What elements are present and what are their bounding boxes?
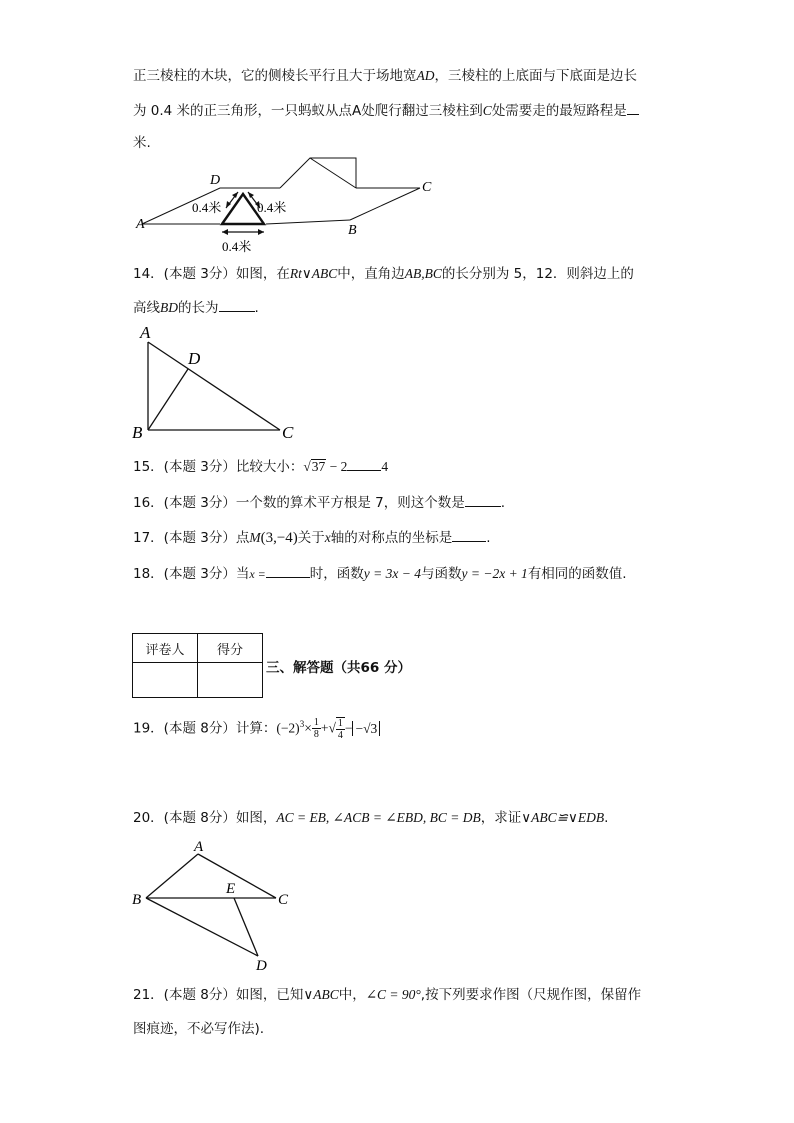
score-header: 得分 (198, 634, 263, 663)
right-triangle-figure (130, 322, 310, 446)
label-B: B (132, 892, 142, 908)
q13-line3: 米. (133, 135, 151, 151)
label-E: E (226, 881, 236, 897)
label-A: A (140, 323, 151, 342)
label-D: D (188, 349, 201, 368)
answer-blank (465, 493, 501, 507)
score-cell[interactable] (198, 663, 263, 698)
prism-figure (130, 150, 450, 260)
length-label-right: 0.4米 (257, 200, 287, 215)
label-D: D (256, 958, 267, 974)
grader-header: 评卷人 (133, 634, 198, 663)
label-B: B (348, 223, 357, 238)
q20-line: 20．(本题 8分）如图，AC = EB, ∠ACB = ∠EBD, BC = DB，求证∨ABC≌∨EDB. (133, 810, 609, 826)
q17-line: 17．(本题 3分）点M(3,−4)关于x轴的对称点的坐标是 . (133, 530, 491, 546)
q14-line2: 高线BD的长为 . (133, 300, 259, 316)
answer-blank (347, 457, 381, 471)
answer-blank (219, 298, 255, 312)
answer-blank (627, 101, 639, 115)
grader-cell[interactable] (133, 663, 198, 698)
q15-line: 15．(本题 3分）比较大小：√37 − 2 4 (133, 459, 389, 475)
q14-line1: 14．(本题 3分）如图，在Rt∨ABC中，直角边AB,BC的长分别为 5，12．则斜边上的 (133, 266, 634, 282)
q13-line1: 正三棱柱的木块，它的侧棱长平行且大于场地宽AD，三棱柱的上底面与下底面是边长 (133, 68, 637, 84)
congruent-triangles-figure (130, 836, 310, 976)
q19-line: 19．(本题 8分）计算：$(-2)^3\times$ $\frac{1}{8}$ +√ $\frac{1}{4}$ − −√3 (133, 711, 380, 742)
q13-line2: 为 0.4 米的正三角形，一只蚂蚁从点A处爬行翻过三棱柱到C处需要走的最短路程是 (133, 101, 639, 121)
section-title: 三、解答题（共66 分） (266, 660, 411, 676)
q18-line: 18．(本题 3分）当x = 时，函数y = 3x − 4与函数y = −2x + 1有相同的函数值. (133, 566, 627, 582)
label-B: B (132, 423, 143, 442)
label-A: A (136, 217, 145, 232)
q16-line: 16．(本题 3分）一个数的算术平方根是 7，则这个数是 . (133, 495, 506, 511)
length-label-bottom: 0.4米 (222, 239, 252, 254)
q21-line2: 图痕迹，不必写作法). (133, 1021, 265, 1037)
label-C: C (422, 180, 432, 195)
label-C: C (282, 423, 294, 442)
answer-blank (266, 564, 310, 578)
score-table (132, 633, 263, 698)
label-D: D (210, 173, 221, 188)
length-label-left: 0.4米 (192, 200, 222, 215)
label-C: C (278, 892, 289, 908)
answer-blank (452, 528, 486, 542)
q21-line1: 21．(本题 8分）如图，已知∨ABC中，∠C = 90°,按下列要求作图（尺规作图，保留作 (133, 987, 642, 1003)
label-A: A (194, 839, 204, 855)
